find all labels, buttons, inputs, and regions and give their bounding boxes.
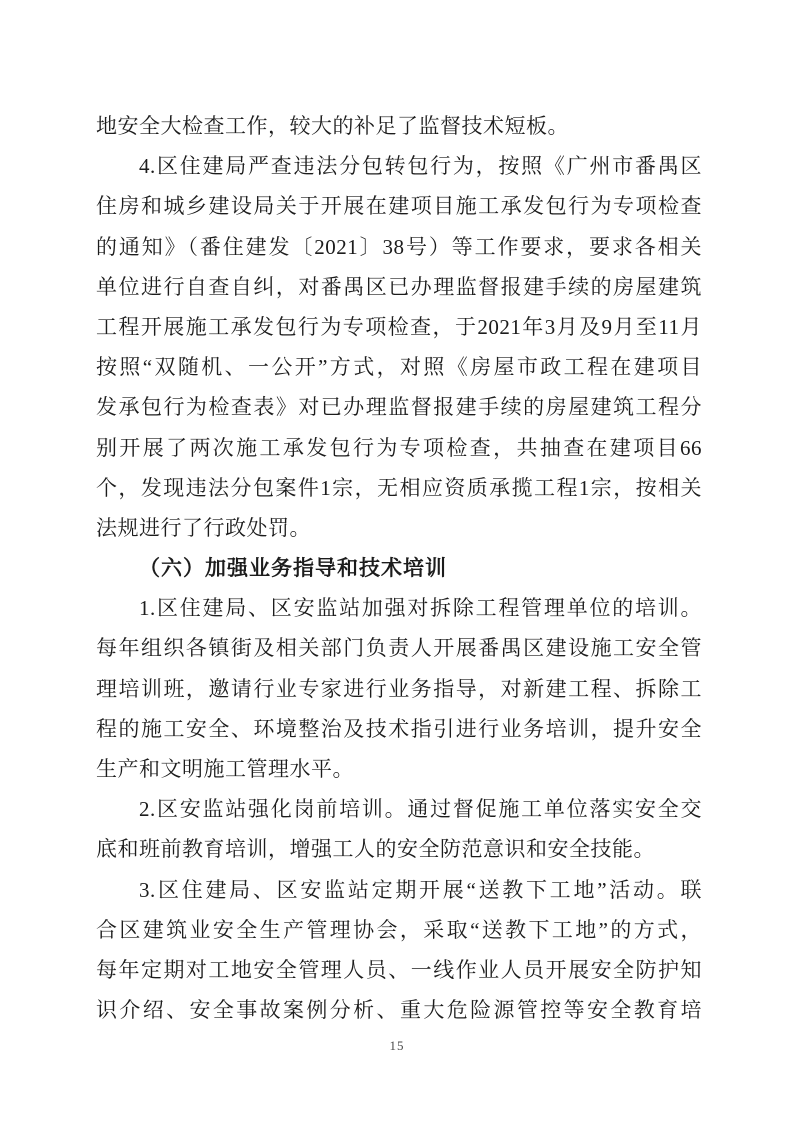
text-line: 3.区住建局、区安监站定期开展“送教下工地”活动。联 <box>139 877 702 902</box>
text-line: 每年定期对工地安全管理人员、一线作业人员开展安全防护知 <box>96 957 702 982</box>
text-line: 生产和文明施工管理水平。 <box>96 757 354 781</box>
text-line: 地安全大检查工作，较大的补足了监督技术短板。 <box>96 114 569 138</box>
text-line: 别开展了两次施工承发包行为专项检查，共抽查在建项目66 <box>96 435 702 460</box>
text-line: 发承包行为检查表》对已办理监督报建手续的房屋建筑工程分 <box>96 395 702 420</box>
text-line: 识介绍、安全事故案例分析、重大危险源管控等安全教育培 <box>96 998 702 1023</box>
text-line: 住房和城乡建设局关于开展在建项目施工承发包行为专项检查 <box>96 194 702 219</box>
text-line: 按照“双随机、一公开”方式，对照《房屋市政工程在建项目 <box>96 355 702 380</box>
text-line: 工程开展施工承发包行为专项检查，于2021年3月及9月至11月 <box>96 314 702 339</box>
text-line: 的通知》（番住建发〔2021〕38号）等工作要求，要求各相关 <box>96 234 702 259</box>
text-line: 底和班前教育培训，增强工人的安全防范意识和安全技能。 <box>96 837 655 862</box>
text-line: 合区建筑业安全生产管理协会，采取“送教下工地”的方式， <box>96 917 702 942</box>
text-line: 单位进行自查自纠，对番禺区已办理监督报建手续的房屋建筑 <box>96 274 702 299</box>
document-body <box>96 106 702 1030</box>
text-line: 2.区安监站强化岗前培训。通过督促施工单位落实安全交 <box>139 797 702 822</box>
text-line: 法规进行了行政处罚。 <box>96 515 311 540</box>
text-line: 理培训班，邀请行业专家进行业务指导，对新建工程、拆除工 <box>96 676 702 701</box>
text-line: 1.区住建局、区安监站加强对拆除工程管理单位的培训。 <box>139 596 702 621</box>
section-heading: （六）加强业务指导和技术培训 <box>139 556 447 581</box>
text-line: 每年组织各镇街及相关部门负责人开展番禺区建设施工安全管 <box>96 636 702 661</box>
text-line: 程的施工安全、环境整治及技术指引进行业务培训，提升安全 <box>96 716 702 741</box>
page-number: 15 <box>389 1038 405 1053</box>
text-line: 个，发现违法分包案件1宗，无相应资质承揽工程1宗，按相关 <box>96 475 702 500</box>
text-line: 4.区住建局严查违法分包转包行为，按照《广州市番禺区 <box>139 154 702 179</box>
